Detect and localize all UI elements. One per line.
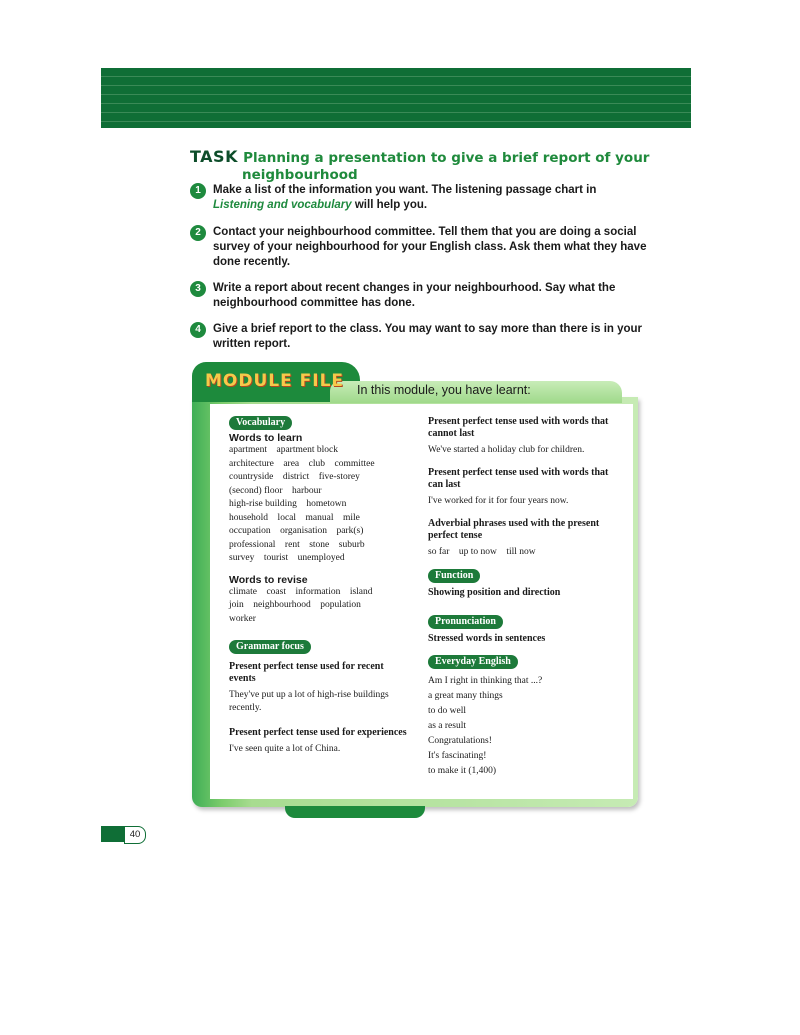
word-line: occupation organisation park(s) [229,526,364,536]
step-1-text-after: will help you. [351,199,428,211]
grammar-cannot-last-heading: Present perfect tense used with words that cannot last [428,416,609,439]
task-title-line1: Planning a presentation to give a brief report of your [243,150,650,166]
everyday-line: a great many things [428,691,503,701]
step-1 [190,183,650,213]
module-file-bottom-tab [285,806,425,818]
function-text: Showing position and direction [428,587,561,598]
task-title-line2: neighbourhood [242,167,358,183]
word-line: architecture area club committee [229,458,375,469]
function-pill: Function [428,569,480,583]
everyday-english-list [428,674,618,779]
grammar-experiences-heading: Present perfect tense used for experiences [229,727,407,738]
words-to-learn-heading: Words to learn [229,432,303,444]
grammar-cannot-last-example: We've started a holiday club for children. [428,445,585,455]
module-file-title: MODULE FILE [205,371,345,391]
module-right-column [428,416,618,779]
words-to-learn-list [229,444,409,566]
adverbial-phrases-heading: Adverbial phrases used with the present perfect tense [428,518,600,541]
everyday-english-pill: Everyday English [428,655,518,669]
word-line: high-rise building hometown [229,499,347,509]
grammar-can-last-example: I've worked for it for four years now. [428,496,569,506]
step-3 [190,281,650,311]
word-line: climate coast information island [229,586,373,597]
step-number-4-icon: 4 [190,322,206,338]
words-to-revise-heading: Words to revise [229,573,308,586]
step-4 [190,322,650,352]
grammar-can-last-heading: Present perfect tense used with words that can last [428,467,609,490]
word-line: household local manual mile [229,512,360,523]
page-number: 40 [124,826,146,844]
task-heading [190,147,660,183]
step-2 [190,225,650,270]
word-line: (second) floor harbour [229,485,322,496]
grammar-focus-pill: Grammar focus [229,640,311,654]
header-banner [101,68,691,128]
word-line: join neighbourhood population [229,600,361,610]
step-number-3-icon: 3 [190,281,206,297]
vocabulary-pill: Vocabulary [229,416,292,430]
grammar-recent-events-example: They've put up a lot of high-rise buildings recently. [229,690,389,713]
word-line: professional rent stone suburb [229,539,365,550]
word-line: worker [229,613,256,624]
everyday-line: as a result [428,721,466,731]
step-number-2-icon: 2 [190,225,206,241]
word-line: countryside district five-storey [229,472,360,482]
module-file-subtitle: In this module, you have learnt: [357,383,531,397]
grammar-recent-events-heading: Present perfect tense used for recent events [229,661,384,684]
pronunciation-pill: Pronunciation [428,615,503,629]
everyday-line: It's fascinating! [428,751,487,761]
step-3-text: Write a report about recent changes in your neighbourhood. Say what the neighbourhood committee has done. [213,282,616,309]
step-number-1-icon: 1 [190,183,206,199]
step-1-text-before: Make a list of the information you want. The listening passage chart in [213,184,597,196]
step-2-text: Contact your neighbourhood committee. Tell them that you are doing a social survey of your neighbourhood for your English class. Ask them what they have done recently. [213,226,647,268]
step-4-text: Give a brief report to the class. You may want to say more than there is in your written report. [213,323,643,350]
everyday-line: to make it (1,400) [428,766,497,776]
task-label: TASK [190,147,238,166]
everyday-line: to do well [428,706,466,716]
adverbial-phrases-example: so far up to now till now [428,547,536,557]
module-left-column [229,416,409,756]
everyday-line: Am I right in thinking that ...? [428,676,543,686]
pronunciation-text: Stressed words in sentences [428,633,546,644]
word-line: survey tourist unemployed [229,553,345,563]
step-1-italic: Listening and vocabulary [213,199,352,211]
everyday-line: Congratulations! [428,736,492,746]
words-to-revise-list [229,586,409,627]
grammar-experiences-example: I've seen quite a lot of China. [229,744,341,754]
word-line: apartment apartment block [229,445,338,455]
